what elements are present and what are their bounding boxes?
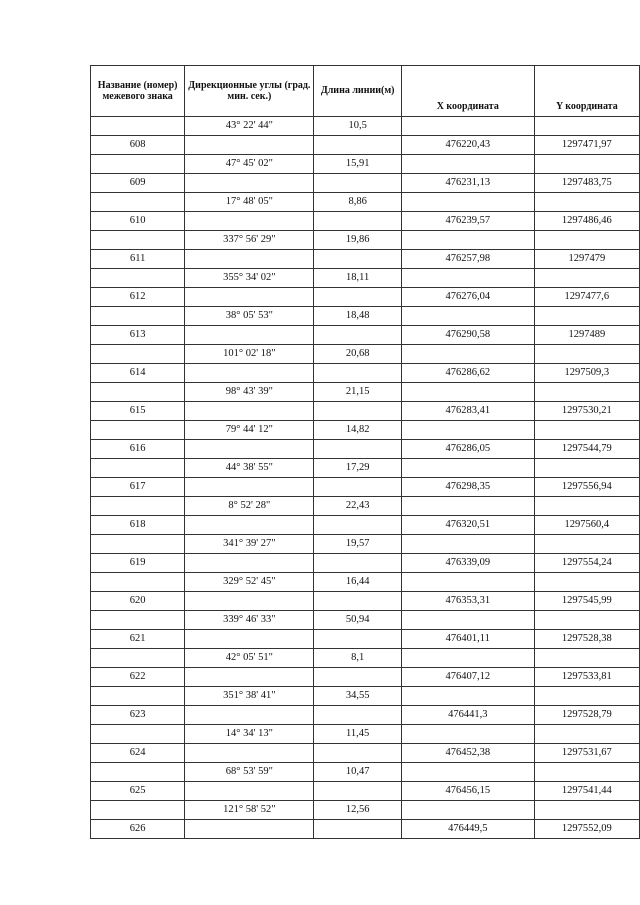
- cell-x: [401, 345, 534, 364]
- header-x: X координата: [401, 66, 534, 117]
- cell-x: 476231,13: [401, 174, 534, 193]
- cell-length: [314, 554, 401, 573]
- cell-x: 476239,57: [401, 212, 534, 231]
- cell-x: 476401,11: [401, 630, 534, 649]
- cell-angle: [185, 364, 314, 383]
- table-row: [91, 630, 640, 649]
- cell-name: [91, 687, 185, 706]
- table-row: [91, 668, 640, 687]
- cell-length: 14,82: [314, 421, 401, 440]
- cell-y: 1297541,44: [534, 782, 639, 801]
- table-row: [91, 782, 640, 801]
- cell-x: [401, 497, 534, 516]
- cell-angle: [185, 516, 314, 535]
- cell-length: 8,86: [314, 193, 401, 212]
- cell-length: [314, 706, 401, 725]
- table-row: [91, 136, 640, 155]
- cell-y: 1297544,79: [534, 440, 639, 459]
- cell-name: 617: [91, 478, 185, 497]
- cell-length: [314, 288, 401, 307]
- cell-name: 616: [91, 440, 185, 459]
- cell-length: 12,56: [314, 801, 401, 820]
- cell-angle: [185, 592, 314, 611]
- cell-x: [401, 269, 534, 288]
- cell-name: 609: [91, 174, 185, 193]
- cell-name: [91, 193, 185, 212]
- cell-name: 625: [91, 782, 185, 801]
- cell-length: 17,29: [314, 459, 401, 478]
- cell-y: [534, 421, 639, 440]
- cell-name: 626: [91, 820, 185, 839]
- cell-length: [314, 782, 401, 801]
- cell-length: 50,94: [314, 611, 401, 630]
- cell-angle: [185, 820, 314, 839]
- table-row: [91, 231, 640, 250]
- table-row: [91, 497, 640, 516]
- cell-angle: [185, 402, 314, 421]
- table-row: [91, 155, 640, 174]
- table-row: [91, 440, 640, 459]
- cell-name: [91, 649, 185, 668]
- cell-x: [401, 611, 534, 630]
- cell-name: [91, 497, 185, 516]
- cell-y: [534, 611, 639, 630]
- cell-name: [91, 155, 185, 174]
- cell-angle: [185, 630, 314, 649]
- cell-length: [314, 516, 401, 535]
- table-row: [91, 725, 640, 744]
- cell-x: 476407,12: [401, 668, 534, 687]
- cell-name: 619: [91, 554, 185, 573]
- cell-x: 476290,58: [401, 326, 534, 345]
- cell-x: 476286,62: [401, 364, 534, 383]
- cell-length: 16,44: [314, 573, 401, 592]
- cell-y: 1297509,3: [534, 364, 639, 383]
- cell-length: 21,15: [314, 383, 401, 402]
- cell-name: 623: [91, 706, 185, 725]
- cell-angle: 101° 02' 18": [185, 345, 314, 364]
- cell-x: [401, 801, 534, 820]
- cell-name: [91, 801, 185, 820]
- cell-angle: 98° 43' 39": [185, 383, 314, 402]
- cell-y: [534, 307, 639, 326]
- cell-length: 18,48: [314, 307, 401, 326]
- cell-x: 476283,41: [401, 402, 534, 421]
- cell-x: [401, 459, 534, 478]
- cell-angle: [185, 744, 314, 763]
- cell-angle: [185, 440, 314, 459]
- cell-y: [534, 155, 639, 174]
- table-row: [91, 117, 640, 136]
- cell-angle: [185, 668, 314, 687]
- header-length: Длина линии(м): [314, 66, 401, 117]
- cell-length: [314, 478, 401, 497]
- cell-x: [401, 573, 534, 592]
- cell-name: 608: [91, 136, 185, 155]
- cell-name: [91, 231, 185, 250]
- table-row: [91, 402, 640, 421]
- cell-length: [314, 174, 401, 193]
- table-row: [91, 687, 640, 706]
- cell-angle: [185, 326, 314, 345]
- table-row: [91, 801, 640, 820]
- cell-name: 612: [91, 288, 185, 307]
- cell-name: [91, 535, 185, 554]
- cell-name: [91, 611, 185, 630]
- table-row: [91, 611, 640, 630]
- cell-length: [314, 250, 401, 269]
- cell-x: [401, 383, 534, 402]
- cell-length: [314, 402, 401, 421]
- cell-angle: 337° 56' 29": [185, 231, 314, 250]
- cell-y: 1297530,21: [534, 402, 639, 421]
- cell-angle: [185, 554, 314, 573]
- header-y: Y координата: [534, 66, 639, 117]
- table-row: [91, 459, 640, 478]
- cell-x: 476452,38: [401, 744, 534, 763]
- cell-name: 611: [91, 250, 185, 269]
- cell-name: [91, 725, 185, 744]
- cell-angle: 68° 53' 59": [185, 763, 314, 782]
- cell-x: [401, 535, 534, 554]
- cell-name: [91, 117, 185, 136]
- table-row: [91, 478, 640, 497]
- cell-x: [401, 231, 534, 250]
- cell-length: 19,86: [314, 231, 401, 250]
- cell-angle: 355° 34' 02": [185, 269, 314, 288]
- cell-y: [534, 649, 639, 668]
- cell-y: 1297528,38: [534, 630, 639, 649]
- table-row: [91, 706, 640, 725]
- cell-length: [314, 744, 401, 763]
- cell-x: [401, 307, 534, 326]
- cell-y: [534, 117, 639, 136]
- table-row: [91, 364, 640, 383]
- coordinates-table: [90, 65, 640, 839]
- cell-x: 476276,04: [401, 288, 534, 307]
- cell-name: 621: [91, 630, 185, 649]
- cell-angle: 121° 58' 52": [185, 801, 314, 820]
- table-row: [91, 345, 640, 364]
- cell-x: 476257,98: [401, 250, 534, 269]
- cell-angle: 329° 52' 45": [185, 573, 314, 592]
- cell-name: 622: [91, 668, 185, 687]
- cell-name: 615: [91, 402, 185, 421]
- cell-length: 8,1: [314, 649, 401, 668]
- cell-name: [91, 763, 185, 782]
- cell-length: [314, 364, 401, 383]
- cell-length: [314, 592, 401, 611]
- cell-length: [314, 668, 401, 687]
- cell-y: 1297483,75: [534, 174, 639, 193]
- cell-y: 1297556,94: [534, 478, 639, 497]
- table-row: [91, 763, 640, 782]
- cell-angle: [185, 136, 314, 155]
- cell-length: [314, 440, 401, 459]
- cell-angle: [185, 478, 314, 497]
- table-row: [91, 326, 640, 345]
- cell-angle: 42° 05' 51": [185, 649, 314, 668]
- cell-x: [401, 155, 534, 174]
- cell-y: [534, 193, 639, 212]
- cell-y: 1297560,4: [534, 516, 639, 535]
- cell-length: 18,11: [314, 269, 401, 288]
- cell-x: [401, 117, 534, 136]
- table-row: [91, 744, 640, 763]
- cell-y: [534, 687, 639, 706]
- cell-angle: [185, 288, 314, 307]
- cell-length: 10,5: [314, 117, 401, 136]
- cell-length: [314, 630, 401, 649]
- table-row: [91, 250, 640, 269]
- cell-name: [91, 307, 185, 326]
- table-row: [91, 535, 640, 554]
- header-angles: Дирекционные углы (град. мин. сек.): [185, 66, 314, 117]
- cell-name: 613: [91, 326, 185, 345]
- table-row: [91, 288, 640, 307]
- table-row: [91, 592, 640, 611]
- cell-y: 1297531,67: [534, 744, 639, 763]
- cell-angle: 44° 38' 55": [185, 459, 314, 478]
- cell-length: [314, 136, 401, 155]
- cell-x: [401, 193, 534, 212]
- cell-name: 610: [91, 212, 185, 231]
- cell-length: [314, 326, 401, 345]
- cell-y: 1297477,6: [534, 288, 639, 307]
- cell-y: 1297533,81: [534, 668, 639, 687]
- cell-angle: 47° 45' 02": [185, 155, 314, 174]
- cell-y: [534, 573, 639, 592]
- cell-angle: 14° 34' 13": [185, 725, 314, 744]
- cell-x: [401, 687, 534, 706]
- cell-name: [91, 383, 185, 402]
- cell-angle: [185, 174, 314, 193]
- cell-angle: 341° 39' 27": [185, 535, 314, 554]
- cell-y: [534, 763, 639, 782]
- cell-name: [91, 269, 185, 288]
- cell-y: [534, 497, 639, 516]
- cell-y: [534, 459, 639, 478]
- cell-y: 1297471,97: [534, 136, 639, 155]
- header-name: Название (номер) межевого знака: [91, 66, 185, 117]
- cell-length: 19,57: [314, 535, 401, 554]
- cell-x: 476220,43: [401, 136, 534, 155]
- cell-name: [91, 459, 185, 478]
- cell-angle: [185, 250, 314, 269]
- cell-x: [401, 649, 534, 668]
- table-row: [91, 269, 640, 288]
- cell-angle: 17° 48' 05": [185, 193, 314, 212]
- cell-y: [534, 231, 639, 250]
- table-row: [91, 649, 640, 668]
- table-row: [91, 516, 640, 535]
- cell-length: 15,91: [314, 155, 401, 174]
- cell-y: 1297545,99: [534, 592, 639, 611]
- table-row: [91, 383, 640, 402]
- cell-y: [534, 383, 639, 402]
- table-row: [91, 212, 640, 231]
- cell-y: [534, 801, 639, 820]
- cell-angle: [185, 706, 314, 725]
- table-row: [91, 573, 640, 592]
- cell-y: [534, 345, 639, 364]
- cell-y: 1297489: [534, 326, 639, 345]
- cell-x: 476449,5: [401, 820, 534, 839]
- cell-name: [91, 421, 185, 440]
- cell-name: 620: [91, 592, 185, 611]
- table-row: [91, 554, 640, 573]
- table-header: [91, 66, 640, 117]
- cell-angle: 43° 22' 44": [185, 117, 314, 136]
- cell-angle: 339° 46' 33": [185, 611, 314, 630]
- cell-x: 476286,05: [401, 440, 534, 459]
- cell-x: [401, 725, 534, 744]
- table-row: [91, 174, 640, 193]
- cell-x: [401, 421, 534, 440]
- cell-angle: 38° 05' 53": [185, 307, 314, 326]
- cell-length: [314, 212, 401, 231]
- cell-angle: [185, 782, 314, 801]
- cell-name: [91, 573, 185, 592]
- table-row: [91, 421, 640, 440]
- cell-y: [534, 269, 639, 288]
- table-body: [91, 117, 640, 839]
- cell-angle: 8° 52' 28": [185, 497, 314, 516]
- cell-name: 618: [91, 516, 185, 535]
- cell-angle: 351° 38' 41": [185, 687, 314, 706]
- cell-x: 476320,51: [401, 516, 534, 535]
- cell-x: 476456,15: [401, 782, 534, 801]
- cell-angle: 79° 44' 12": [185, 421, 314, 440]
- cell-length: [314, 820, 401, 839]
- cell-y: 1297554,24: [534, 554, 639, 573]
- cell-x: [401, 763, 534, 782]
- cell-name: [91, 345, 185, 364]
- cell-y: 1297552,09: [534, 820, 639, 839]
- cell-length: 20,68: [314, 345, 401, 364]
- cell-length: 10,47: [314, 763, 401, 782]
- cell-x: 476339,09: [401, 554, 534, 573]
- cell-y: 1297479: [534, 250, 639, 269]
- cell-x: 476441,3: [401, 706, 534, 725]
- cell-x: 476353,31: [401, 592, 534, 611]
- cell-angle: [185, 212, 314, 231]
- cell-length: 11,45: [314, 725, 401, 744]
- cell-y: [534, 535, 639, 554]
- cell-x: 476298,35: [401, 478, 534, 497]
- cell-y: 1297486,46: [534, 212, 639, 231]
- table-row: [91, 193, 640, 212]
- cell-name: 624: [91, 744, 185, 763]
- cell-name: 614: [91, 364, 185, 383]
- table-row: [91, 820, 640, 839]
- cell-length: 22,43: [314, 497, 401, 516]
- cell-y: [534, 725, 639, 744]
- cell-y: 1297528,79: [534, 706, 639, 725]
- table-row: [91, 307, 640, 326]
- cell-length: 34,55: [314, 687, 401, 706]
